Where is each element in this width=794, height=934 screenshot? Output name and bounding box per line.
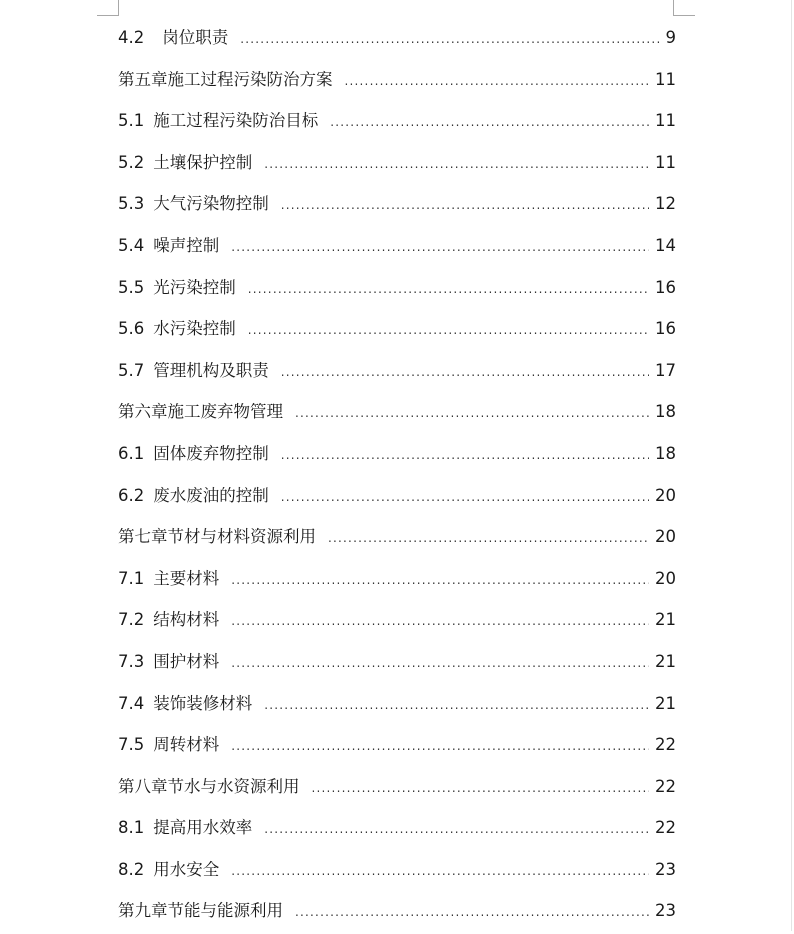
toc-entry-title: 主要材料 [153, 568, 220, 588]
toc-dot-leader [264, 144, 649, 186]
toc-entry-number: 6.2 [118, 485, 145, 505]
toc-dot-leader [330, 102, 649, 144]
toc-entry-page-number: 22 [655, 776, 676, 796]
toc-dot-leader [231, 560, 649, 602]
toc-entry-number: 7.2 [118, 610, 145, 630]
toc-dot-leader [295, 892, 649, 934]
toc-entry-page-number: 11 [655, 111, 676, 131]
toc-entry-page-number: 16 [655, 277, 676, 297]
toc-entry-page-number: 21 [655, 693, 676, 713]
toc-entry-page-number: 20 [655, 485, 676, 505]
toc-entry-title: 管理机构及职责 [153, 360, 269, 380]
toc-entry-number: 5.5 [118, 277, 145, 297]
toc-entry-title: 施工过程污染防治目标 [153, 111, 319, 131]
toc-entry-page-number: 18 [655, 402, 676, 422]
toc-dot-leader [231, 851, 649, 893]
toc-entry-title: 废水废油的控制 [153, 485, 269, 505]
toc-entry[interactable] [118, 890, 676, 932]
toc-dot-leader [312, 768, 650, 810]
toc-dot-leader [240, 19, 659, 61]
toc-entry[interactable] [118, 558, 676, 600]
toc-entry-number: 7.1 [118, 568, 145, 588]
toc-entry-page-number: 16 [655, 319, 676, 339]
toc-dot-leader [248, 310, 649, 352]
toc-entry-page-number: 22 [655, 735, 676, 755]
toc-entry-title: 第七章节材与材料资源利用 [118, 527, 316, 547]
toc-entry-title: 用水安全 [153, 859, 220, 879]
toc-entry-page-number: 14 [655, 235, 676, 255]
toc-dot-leader [231, 643, 649, 685]
toc-entry-page-number: 20 [655, 527, 676, 547]
toc-entry-page-number: 12 [655, 194, 676, 214]
toc-entry[interactable] [118, 807, 676, 849]
toc-entry[interactable] [118, 267, 676, 309]
toc-entry-title: 岗位职责 [162, 28, 229, 47]
toc-entry-number: 5.1 [118, 111, 145, 131]
toc-entry[interactable] [118, 683, 676, 725]
toc-entry-title: 周转材料 [153, 735, 220, 755]
toc-entry-number: 7.5 [118, 735, 145, 755]
toc-dot-leader [281, 435, 649, 477]
toc-entry[interactable] [118, 59, 676, 101]
toc-entry-title: 光污染控制 [153, 277, 236, 297]
toc-entry-title: 围护材料 [153, 651, 220, 671]
toc-dot-leader [281, 185, 649, 227]
toc-entry-number: 8.1 [118, 818, 145, 838]
toc-entry[interactable] [118, 599, 676, 641]
toc-entry-title: 第六章施工废弃物管理 [118, 402, 283, 422]
toc-entry[interactable] [118, 17, 676, 59]
toc-dot-leader [231, 227, 649, 269]
toc-entry-number: 5.2 [118, 152, 145, 172]
toc-entry-page-number: 17 [655, 360, 676, 380]
toc-entry-page-number: 9 [665, 28, 676, 47]
toc-entry-page-number: 18 [655, 443, 676, 463]
toc-dot-leader [281, 477, 649, 519]
toc-entry-page-number: 23 [655, 901, 676, 921]
toc-entry-number: 5.6 [118, 319, 145, 339]
toc-dot-leader [281, 352, 649, 394]
toc-dot-leader [264, 809, 649, 851]
toc-dot-leader [248, 269, 649, 311]
toc-entry[interactable] [118, 142, 676, 184]
toc-entry-title: 第八章节水与水资源利用 [118, 776, 300, 796]
toc-entry-number: 8.2 [118, 859, 145, 879]
toc-entry-number: 5.4 [118, 235, 145, 255]
toc-entry[interactable] [118, 433, 676, 475]
toc-entry[interactable] [118, 225, 676, 267]
toc-entry-page-number: 11 [655, 69, 676, 89]
toc-entry-page-number: 21 [655, 610, 676, 630]
toc-dot-leader [345, 61, 650, 103]
toc-entry-title: 水污染控制 [153, 319, 236, 339]
toc-entry-title: 第五章施工过程污染防治方案 [118, 69, 333, 89]
toc-entry[interactable] [118, 183, 676, 225]
toc-entry[interactable] [118, 516, 676, 558]
toc-entry[interactable] [118, 350, 676, 392]
toc-entry[interactable] [118, 641, 676, 683]
toc-entry[interactable] [118, 391, 676, 433]
toc-entry-title: 第九章节能与能源利用 [118, 901, 283, 921]
toc-entry-title: 土壤保护控制 [153, 152, 253, 172]
toc-entry-title: 装饰装修材料 [153, 693, 253, 713]
table-of-contents [118, 17, 676, 932]
crop-mark-top-right [673, 0, 695, 16]
toc-dot-leader [295, 393, 649, 435]
toc-entry-title: 噪声控制 [153, 235, 220, 255]
toc-entry[interactable] [118, 849, 676, 891]
toc-entry-number: 6.1 [118, 443, 145, 463]
toc-entry[interactable] [118, 100, 676, 142]
toc-entry-page-number: 21 [655, 651, 676, 671]
toc-entry-title: 提高用水效率 [153, 818, 253, 838]
toc-entry-title: 大气污染物控制 [153, 194, 269, 214]
toc-entry-number: 5.7 [118, 360, 145, 380]
toc-entry-title: 结构材料 [153, 610, 220, 630]
crop-mark-top-left [97, 0, 119, 16]
toc-entry-page-number: 20 [655, 568, 676, 588]
toc-entry-number: 5.3 [118, 194, 145, 214]
toc-entry[interactable] [118, 475, 676, 517]
toc-dot-leader [231, 601, 649, 643]
toc-entry-number: 7.3 [118, 651, 145, 671]
toc-entry-page-number: 22 [655, 818, 676, 838]
toc-entry-page-number: 11 [655, 152, 676, 172]
toc-entry-number: 7.4 [118, 693, 145, 713]
toc-dot-leader [264, 685, 649, 727]
toc-entry-title: 固体废弃物控制 [153, 443, 269, 463]
toc-entry[interactable] [118, 724, 676, 766]
toc-entry-page-number: 23 [655, 859, 676, 879]
toc-entry[interactable] [118, 308, 676, 350]
toc-dot-leader [231, 726, 649, 768]
toc-entry[interactable] [118, 766, 676, 808]
toc-dot-leader [328, 518, 649, 560]
toc-entry-number: 4.2 [118, 28, 145, 47]
